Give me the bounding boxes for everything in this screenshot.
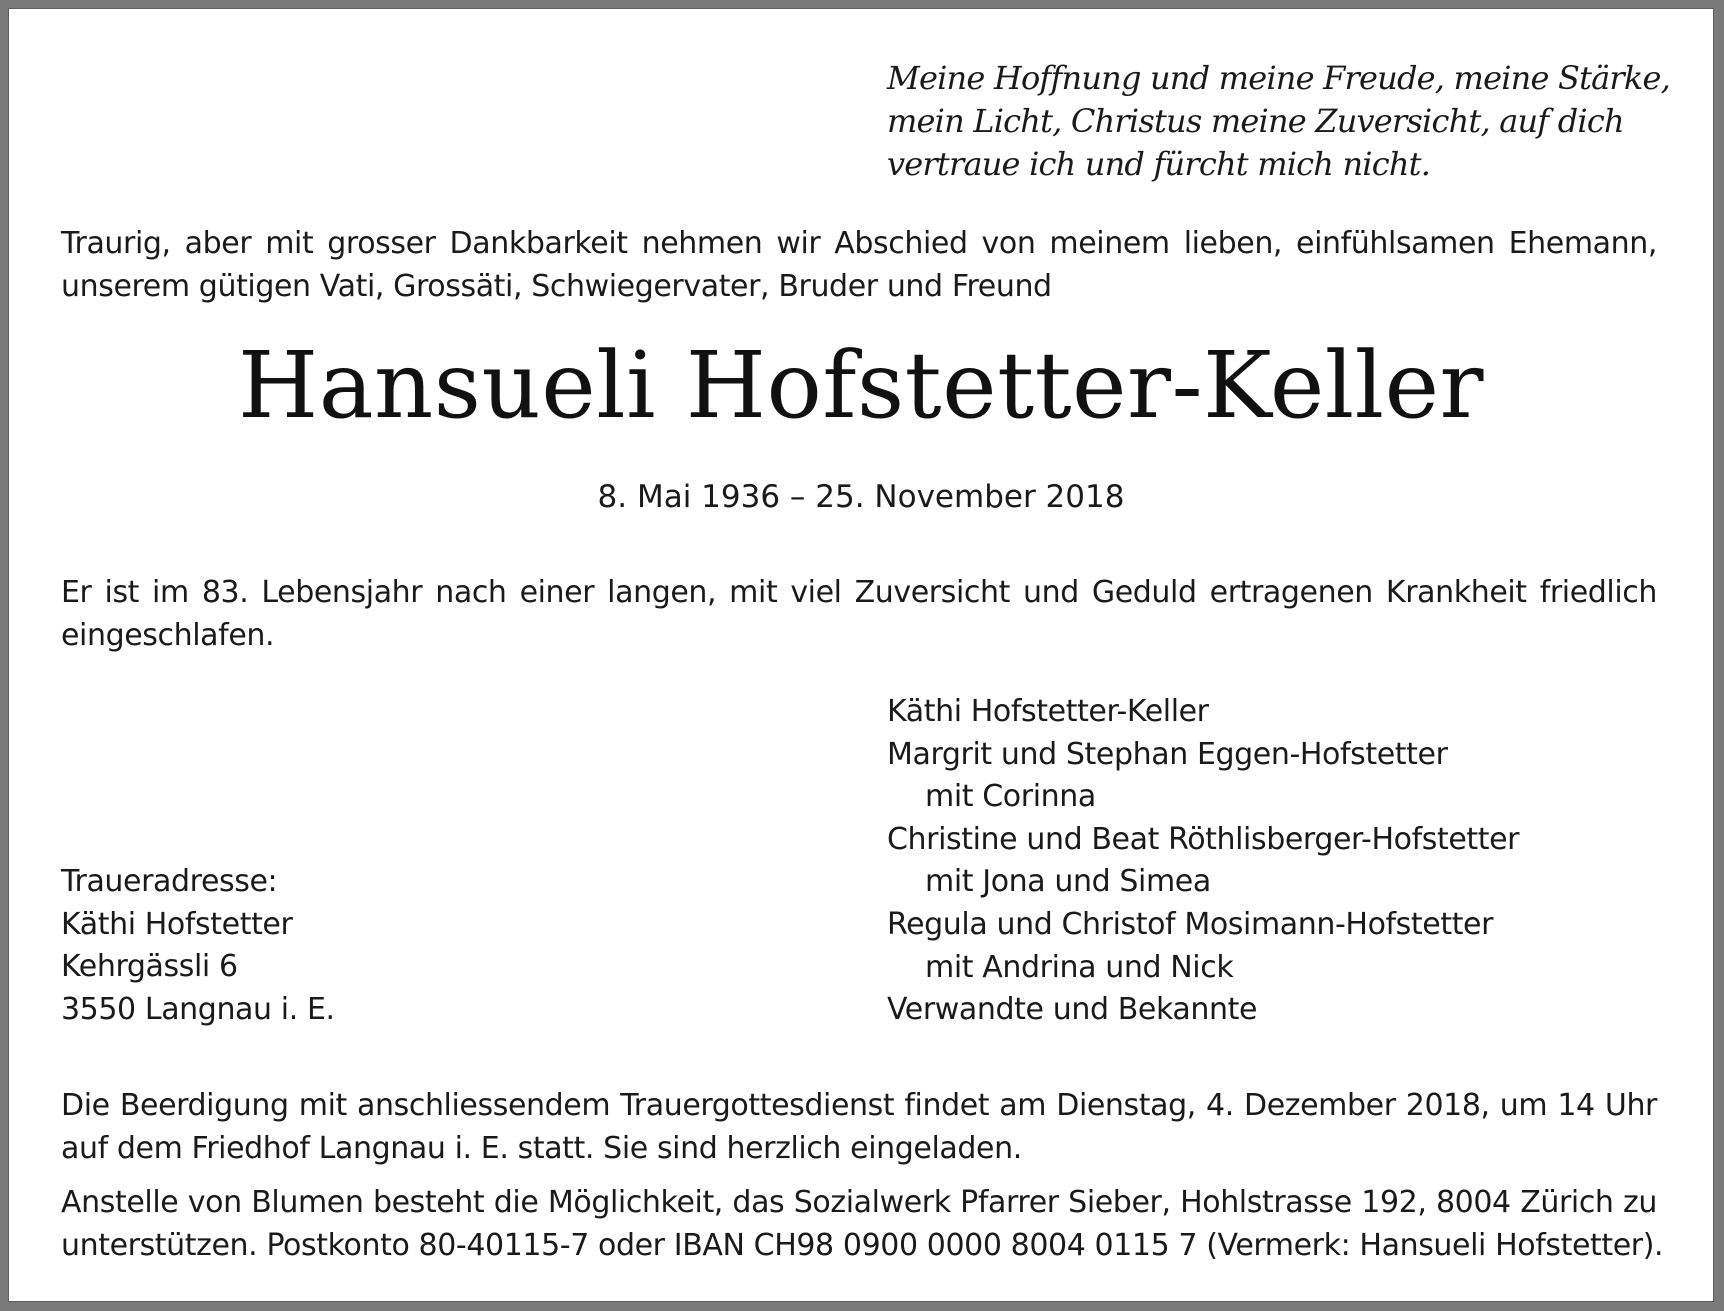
- scripture-verse: [887, 57, 1671, 186]
- address-name: Käthi Hofstetter: [61, 906, 293, 942]
- donation-line: Anstelle von Blumen besteht die Möglichkeit, das Sozialwerk Pfarrer Sieber, Hohlstrasse 192, 8004 Zürich zu: [61, 1185, 1657, 1220]
- address-city: 3550 Langnau i. E.: [61, 991, 335, 1027]
- verse-line: vertraue ich und fürcht mich nicht.: [887, 145, 1431, 183]
- deceased-name: Hansueli Hofstetter-Keller: [237, 332, 1485, 439]
- funeral-paragraph: [61, 1084, 1657, 1170]
- intro-line: unserem gütigen Vati, Grossäti, Schwiegervater, Bruder und Freund: [61, 269, 1052, 304]
- intro-paragraph: [61, 222, 1657, 308]
- mourning-address: [61, 861, 561, 1031]
- mourner-line: Christine und Beat Röthlisberger-Hofstetter: [887, 821, 1520, 857]
- mourner-line: Verwandte und Bekannte: [887, 992, 1258, 1028]
- verse-line: mein Licht, Christus meine Zuversicht, auf dich: [887, 102, 1624, 140]
- life-dates: 8. Mai 1936 – 25. November 2018: [597, 479, 1125, 515]
- mourner-line: mit Jona und Simea: [925, 864, 1211, 900]
- mourner-line: Käthi Hofstetter-Keller: [887, 694, 1209, 729]
- donation-line: unterstützen. Postkonto 80-40115-7 oder IBAN CH98 0900 0000 8004 0115 7 (Vermerk: Hansueli Hofstetter).: [61, 1228, 1664, 1263]
- passing-paragraph: [61, 571, 1657, 657]
- obituary-notice: [9, 9, 1713, 1301]
- passing-line: Er ist im 83. Lebensjahr nach einer langen, mit viel Zuversicht und Geduld ertragenen Krankheit friedlich: [61, 575, 1657, 610]
- mourners-list: [887, 691, 1667, 1032]
- funeral-line: Die Beerdigung mit anschliessendem Trauergottesdienst findet am Dienstag, 4. Dezember 2018, um 14 Uhr: [61, 1088, 1657, 1123]
- mourner-line: Margrit und Stephan Eggen-Hofstetter: [887, 736, 1448, 772]
- passing-line: eingeschlafen.: [61, 618, 275, 653]
- verse-line: Meine Hoffnung und meine Freude, meine Stärke,: [887, 59, 1671, 97]
- intro-line: Traurig, aber mit grosser Dankbarkeit nehmen wir Abschied von meinem lieben, einfühlsamen Ehemann,: [61, 226, 1657, 261]
- address-label: Traueradresse:: [61, 864, 278, 899]
- mourner-line: mit Andrina und Nick: [925, 949, 1234, 985]
- address-street: Kehrgässli 6: [61, 949, 238, 985]
- mourner-line: Regula und Christof Mosimann-Hofstetter: [887, 906, 1494, 942]
- mourner-line: mit Corinna: [925, 779, 1096, 815]
- donation-paragraph: [61, 1181, 1664, 1267]
- funeral-line: auf dem Friedhof Langnau i. E. statt. Sie sind herzlich eingeladen.: [61, 1131, 1022, 1166]
